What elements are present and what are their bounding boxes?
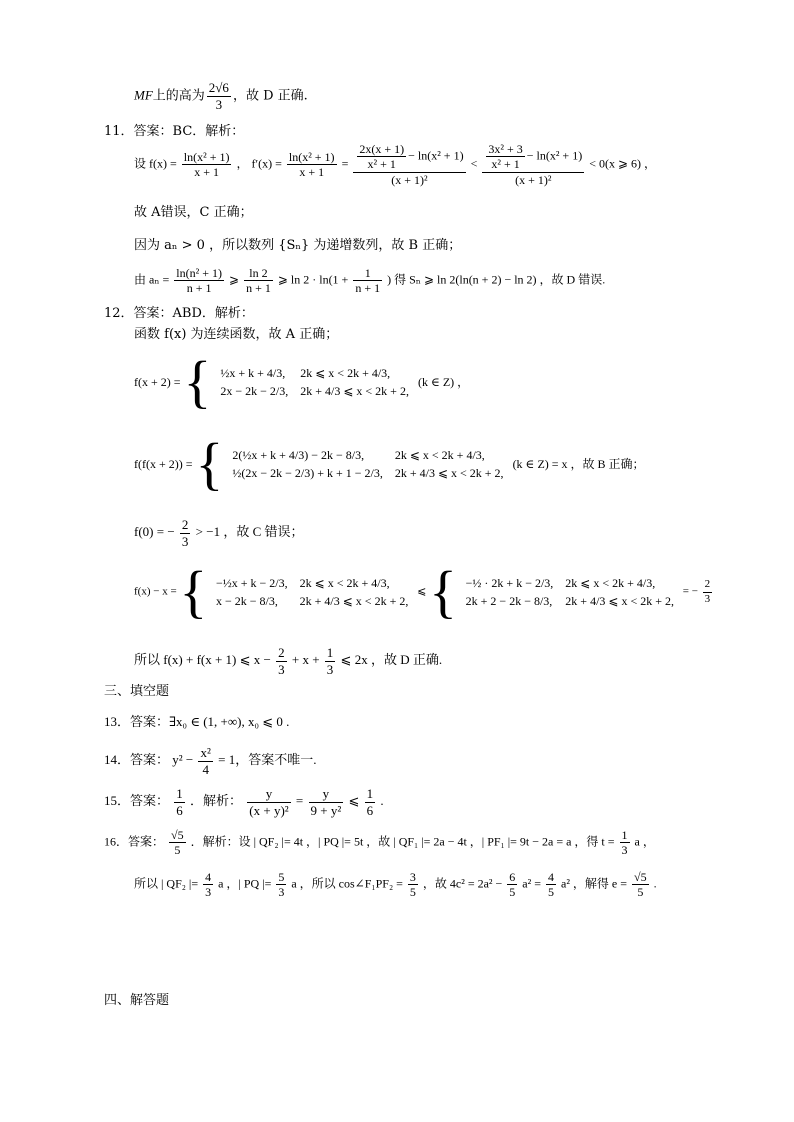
- numerator: 3x² + 3: [488, 142, 523, 156]
- denominator: 5: [637, 885, 644, 900]
- inner-fraction: [486, 142, 524, 172]
- answer-13: 13．答案：∃x₀ ∈ (1, +∞), x₀ ⩽ 0 .: [104, 714, 290, 729]
- denominator: 5: [548, 885, 554, 900]
- numerator: 1: [176, 786, 183, 801]
- denominator: (x + 1)²: [391, 172, 428, 187]
- fraction: [276, 870, 286, 900]
- denominator: (x + 1)²: [515, 172, 552, 187]
- text: 上的高为: [152, 88, 205, 104]
- fraction: [247, 786, 290, 818]
- text: =: [341, 156, 349, 171]
- answer-11-derivative: [134, 142, 656, 187]
- case-expr: 2k + 2 − 2k − 8/3,: [465, 594, 553, 608]
- denominator: 3: [278, 885, 285, 900]
- fraction: [287, 150, 337, 180]
- denominator: n + 1: [186, 281, 212, 296]
- text: a² ，解得 e =: [561, 876, 628, 891]
- denominator: 3: [181, 533, 189, 549]
- denominator: 6: [366, 802, 374, 818]
- answer-16-cont: [134, 870, 657, 900]
- denominator: n + 1: [355, 281, 381, 296]
- text: 所以 | QF₂ |=: [134, 876, 199, 891]
- text: > −1 ，故 C 错误；: [195, 524, 304, 540]
- answer-12-c: [134, 517, 304, 549]
- text: 由 aₙ =: [134, 272, 170, 287]
- numerator: ln(x² + 1): [288, 149, 335, 164]
- text: f(f(x + 2)) =: [134, 456, 193, 471]
- numerator: 1: [326, 645, 334, 660]
- text: ⩽: [417, 585, 427, 598]
- denominator: 3: [205, 885, 212, 900]
- denominator: x² + 1: [367, 157, 396, 172]
- fraction: [632, 870, 649, 900]
- fraction: [507, 870, 517, 900]
- numerator: ln(n² + 1): [176, 266, 222, 280]
- answer-11-heading: 11．答案：BC．解析：: [104, 124, 245, 139]
- text: f(0) = −: [134, 524, 175, 540]
- fraction: [198, 745, 212, 777]
- case-expr: −½x + k − 2/3,: [216, 575, 288, 590]
- answer-12-a: 函数 f(x) 为连续函数，故 A 正确；: [134, 327, 339, 342]
- numerator: 2: [181, 517, 189, 532]
- denominator: 5: [509, 885, 516, 900]
- fraction: [174, 786, 185, 818]
- text: − ln(x² + 1): [408, 148, 464, 163]
- text: = 1，答案不唯一.: [218, 752, 317, 768]
- section-solutions: 四、解答题: [104, 993, 170, 1008]
- text: (k ∈ Z) = x ，故 B 正确；: [512, 456, 645, 471]
- denominator: 5: [174, 843, 181, 858]
- fraction: [620, 828, 630, 858]
- numerator: ln 2: [244, 266, 273, 281]
- answer-11-ac: 故 A错误，C 正确；: [134, 205, 253, 220]
- fraction: [174, 266, 224, 296]
- numerator: 3: [409, 870, 416, 884]
- denominator: (x + y)²: [249, 802, 289, 818]
- text: <: [470, 156, 478, 171]
- cases: [226, 446, 509, 483]
- case-expr: −½ · 2k + k − 2/3,: [465, 575, 554, 590]
- numerator: [353, 142, 465, 173]
- text: + x +: [291, 652, 320, 668]
- answer-12-d: [134, 645, 442, 677]
- text: .: [653, 876, 657, 891]
- denominator: 3: [621, 843, 628, 858]
- case-expr: 2(½x + k + 4/3) − 2k − 8/3,: [232, 447, 365, 462]
- text: 15．答案：: [104, 793, 170, 809]
- text: 所以 f(x) + f(x + 1) ⩽ x −: [134, 652, 271, 668]
- cases: [460, 574, 680, 611]
- fraction: [482, 142, 584, 187]
- text: a ，| PQ |=: [218, 876, 272, 891]
- case-cond: 2k ⩽ x < 2k + 4/3,: [394, 447, 485, 462]
- text: a ，: [634, 834, 655, 849]
- numerator: 1: [366, 786, 374, 801]
- text: ⩽ 2x ，故 D 正确.: [340, 652, 443, 668]
- numerator: x²: [200, 745, 211, 760]
- fraction: [276, 645, 287, 677]
- fraction: [408, 870, 418, 900]
- piecewise-f-f: [134, 431, 645, 496]
- piecewise-f-minus-x: [134, 559, 714, 624]
- numerator: 2x(x + 1): [359, 142, 405, 156]
- case-cond: 2k + 4/3 ⩽ x < 2k + 2,: [394, 466, 504, 480]
- denominator: 3: [278, 661, 285, 677]
- case-cond: 2k + 4/3 ⩽ x < 2k + 2,: [299, 594, 409, 608]
- fraction: [325, 645, 336, 677]
- cases: [210, 574, 414, 611]
- text: ⩾ ln 2 · ln(1 +: [277, 272, 349, 287]
- cases: [214, 364, 415, 401]
- numerator: 4: [205, 870, 212, 884]
- text: f(x) − x =: [134, 585, 177, 598]
- denominator: 5: [409, 885, 416, 900]
- inner-fraction: [357, 142, 406, 172]
- fraction: [546, 870, 556, 900]
- text: ，故 D 正确.: [232, 88, 308, 104]
- denominator: n + 1: [246, 281, 271, 296]
- left-brace-icon: {: [183, 349, 212, 414]
- denominator: 9 + y²: [310, 802, 342, 818]
- numerator: √5: [171, 828, 184, 842]
- fraction: [309, 786, 344, 818]
- piecewise-f-x-plus-2: [134, 349, 470, 414]
- denominator: 3: [704, 592, 711, 605]
- left-brace-icon: {: [429, 559, 457, 624]
- fraction: [207, 80, 231, 112]
- fraction: [703, 578, 713, 605]
- text: =: [295, 793, 304, 809]
- numerator: [482, 142, 584, 173]
- text: < 0(x ⩾ 6) ，: [589, 156, 657, 171]
- numerator: 1: [621, 828, 628, 842]
- text: ，故 4c² = 2a² −: [422, 876, 503, 891]
- text: ．解析：设 | QF₂ |= 4t ，| PQ |= 5t ，故 | QF₁ |= 2a − 4t ，| PF₁ |= 9t − 2a = a ，得 t =: [190, 834, 615, 849]
- text: a² =: [522, 876, 541, 891]
- math-text: MF: [134, 87, 153, 103]
- numerator: 5: [278, 870, 285, 884]
- text: ) 得 Sₙ ⩾ ln 2(ln(n + 2) − ln 2) ，故 D 错误.: [387, 272, 606, 287]
- text: 16．答案：: [104, 834, 165, 849]
- text: a ，所以 cos∠F₁PF₂ =: [291, 876, 403, 891]
- text: ．解析：: [190, 793, 243, 809]
- text: f(x + 2) =: [134, 374, 181, 389]
- denominator: 6: [176, 802, 183, 818]
- case-expr: x − 2k − 8/3,: [216, 594, 278, 608]
- text: ⩾: [229, 272, 240, 287]
- numerator: 1: [353, 266, 382, 281]
- numerator: ln(x² + 1): [183, 149, 230, 164]
- numerator: 2√6: [208, 80, 229, 95]
- fraction: [244, 266, 273, 296]
- text: .: [380, 793, 384, 809]
- denominator: 3: [215, 96, 223, 112]
- text: = −: [682, 585, 698, 598]
- numerator: 2: [703, 578, 713, 592]
- numerator: 4: [548, 870, 554, 884]
- fraction: [353, 142, 465, 187]
- fraction: [353, 266, 382, 296]
- left-brace-icon: {: [179, 559, 208, 624]
- answer-15: [104, 786, 384, 818]
- numerator: 2: [278, 645, 285, 660]
- text: 14．答案： y² −: [104, 752, 194, 768]
- case-cond: 2k ⩽ x < 2k + 4/3,: [565, 575, 656, 590]
- text: 设 f(x) =: [134, 156, 177, 171]
- denominator: 3: [326, 661, 334, 677]
- denominator: x + 1: [194, 165, 219, 180]
- section-fill-in: 三、填空题: [104, 684, 170, 699]
- numerator: 6: [509, 870, 516, 884]
- answer-11-d: [134, 266, 605, 296]
- denominator: 4: [202, 761, 209, 777]
- answer-16: [104, 828, 655, 858]
- numerator: y: [309, 786, 344, 803]
- case-cond: 2k ⩽ x < 2k + 4/3,: [300, 365, 391, 380]
- fraction: [203, 870, 213, 900]
- text: (k ∈ Z) ，: [417, 374, 470, 389]
- case-cond: 2k + 4/3 ⩽ x < 2k + 2,: [300, 384, 409, 398]
- denominator: x + 1: [299, 165, 325, 180]
- case-cond: 2k + 4/3 ⩽ x < 2k + 2,: [565, 594, 674, 608]
- case-expr: ½(2x − 2k − 2/3) + k + 1 − 2/3,: [232, 466, 383, 480]
- text: − ln(x² + 1): [526, 148, 583, 163]
- answer-14: [104, 745, 316, 777]
- line-mf-height: [134, 80, 308, 112]
- fraction: [365, 786, 376, 818]
- case-expr: 2x − 2k − 2/3,: [220, 384, 289, 398]
- text: ， f′(x) =: [236, 156, 282, 171]
- fraction: [180, 517, 191, 549]
- case-cond: 2k ⩽ x < 2k + 4/3,: [299, 575, 390, 590]
- left-brace-icon: {: [195, 431, 224, 496]
- numerator: y: [247, 786, 290, 803]
- denominator: x² + 1: [491, 157, 520, 172]
- answer-12-heading: 12．答案：ABD．解析：: [104, 306, 254, 321]
- text: ⩽: [348, 793, 360, 809]
- numerator: √5: [634, 870, 647, 884]
- case-expr: ½x + k + 4/3,: [220, 365, 286, 380]
- fraction: [182, 150, 232, 180]
- fraction: [169, 828, 186, 858]
- answer-11-b: 因为 aₙ > 0 ，所以数列 {Sₙ} 为递增数列，故 B 正确；: [134, 238, 462, 253]
